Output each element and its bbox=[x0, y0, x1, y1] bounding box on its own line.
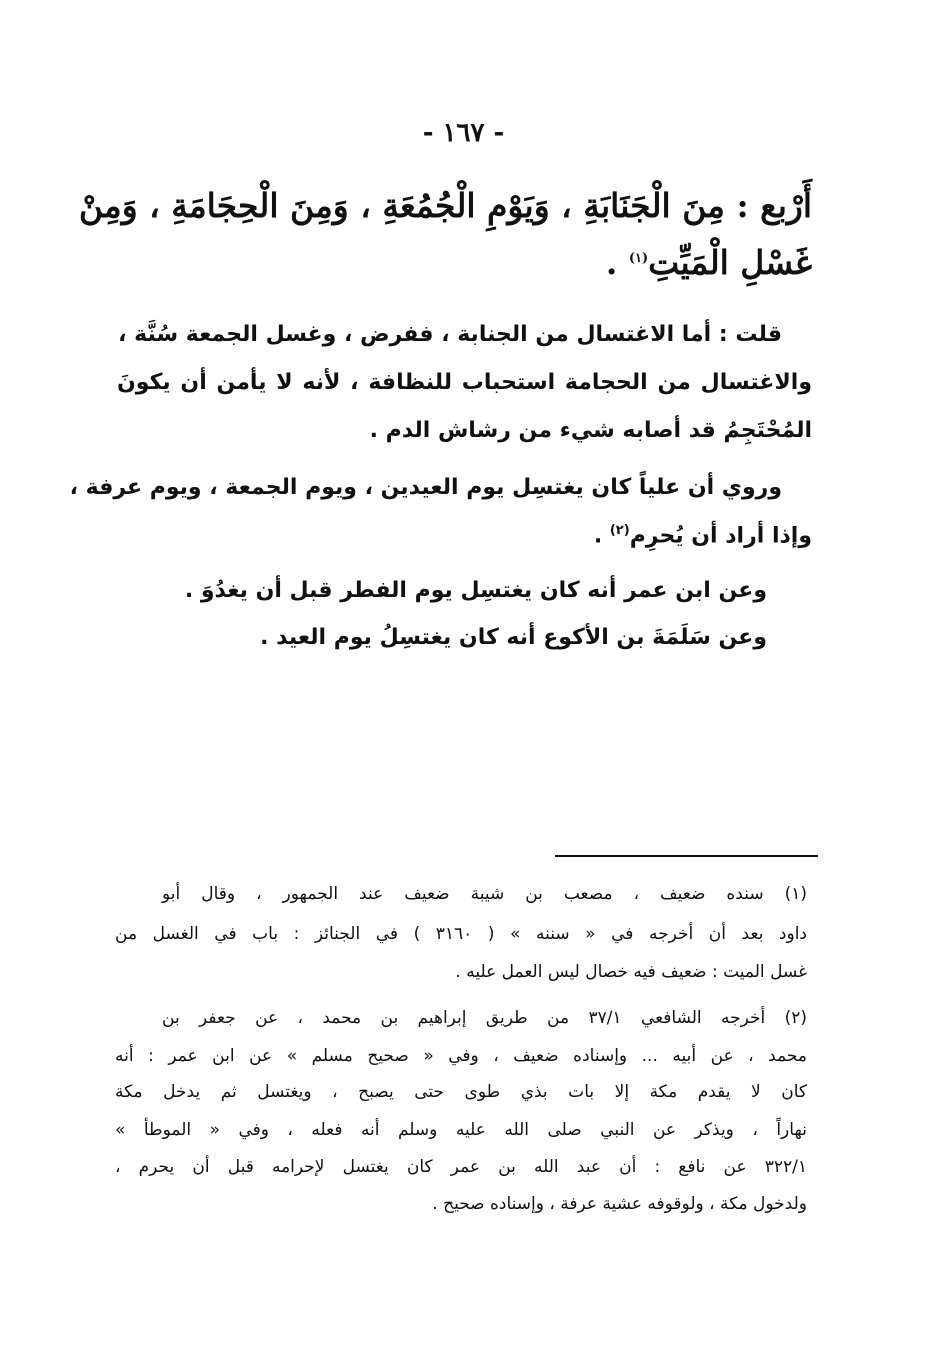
narration-ali-line-2-end: . bbox=[593, 523, 610, 549]
footnote-2-line-2: محمد ، عن أبيه ... وإسناده ضعيف ، وفي « صحيح مسلم » عن ابن عمر : أنه bbox=[115, 1046, 807, 1066]
footnote-1-line-2: داود بعد أن أخرجه في « سننه » ( ٣١٦٠ ) في الجنائز : باب في الغسل من bbox=[115, 924, 807, 944]
footnote-ref-1: (١) bbox=[628, 251, 649, 266]
narration-ali-line-2 bbox=[594, 523, 812, 548]
page-number: - ١٦٧ - bbox=[422, 118, 505, 148]
footnote-1-line-3: غسل الميت : ضعيف فيه خصال ليس العمل عليه . bbox=[455, 962, 807, 982]
footnote-2-line-1: (٢) أخرجه الشافعي ٣٧/١ من طريق إبراهيم بن محمد ، عن جعفر بن bbox=[162, 1008, 808, 1028]
narration-ali-line-1: وروي أن علياً كان يغتسِل يوم العيدين ، ويوم الجمعة ، ويوم عرفة ، bbox=[69, 475, 782, 500]
narration-ali-line-2-text: وإذا أراد أن يُحرِم bbox=[629, 523, 812, 549]
commentary-line-2: والاغتسال من الحجامة استحباب للنظافة ، لأنه لا يأمن أن يكونَ bbox=[117, 370, 812, 395]
hadith-line-2-text: غَسْلِ الْمَيِّتِ bbox=[648, 243, 812, 282]
hadith-line-2 bbox=[606, 243, 812, 282]
narration-ibn-umar: وعن ابن عمر أنه كان يغتسِل يوم الفطر قبل أن يغدُوَ . bbox=[184, 578, 767, 603]
commentary-line-3: المُحْتَجِمُ قد أصابه شيء من رشاش الدم . bbox=[369, 418, 812, 443]
footnote-2-line-4: نهاراً ، ويذكر عن النبي صلى الله عليه وسلم أنه فعله ، وفي « الموطأ » bbox=[115, 1120, 807, 1140]
narration-salama: وعن سَلَمَةَ بن الأكوع أنه كان يغتسِلُ يوم العيد . bbox=[260, 625, 767, 650]
commentary-line-1: قلت : أما الاغتسال من الجنابة ، ففرض ، وغسل الجمعة سُنَّة ، bbox=[118, 322, 782, 347]
footnote-2-line-5: ٣٢٢/١ عن نافع : أن عبد الله بن عمر كان يغتسل لإحرامه قبل أن يحرم ، bbox=[115, 1157, 807, 1177]
footnote-2-line-3: كان لا يقدم مكة إلا بات بذي طوى حتى يصبح ، ويغتسل ثم يدخل مكة bbox=[115, 1082, 807, 1102]
hadith-line-2-end: . bbox=[605, 243, 629, 282]
footnote-ref-2: (٢) bbox=[609, 523, 630, 538]
footnote-separator bbox=[555, 855, 818, 857]
footnote-2-line-6: ولدخول مكة ، ولوقوفه عشية عرفة ، وإسناده صحيح . bbox=[432, 1194, 807, 1214]
footnote-1-line-1: (١) سنده ضعيف ، مصعب بن شيبة ضعيف عند الجمهور ، وقال أبو bbox=[162, 884, 807, 904]
hadith-line-1: أَرْبع : مِنَ الْجَنَابَةِ ، وَيَوْمِ الْجُمُعَةِ ، وَمِنَ الْحِجَامَةِ ، وَمِنْ bbox=[78, 186, 812, 225]
